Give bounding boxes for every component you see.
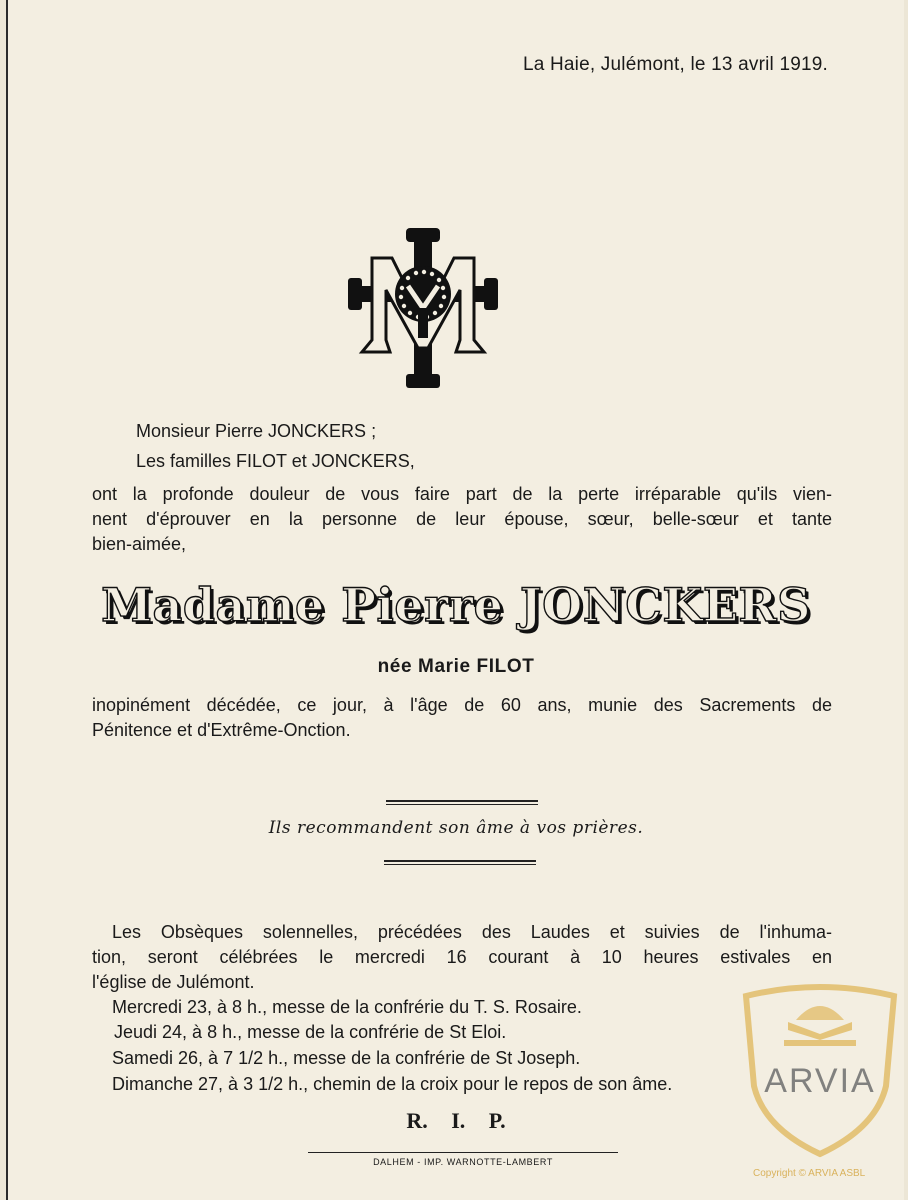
obituary-card [6,0,904,1200]
prayer-request: Ils recommandent son âme à vos prières. [268,818,644,838]
death-details-line-2: Pénitence et d'Extrême-Onction. [92,720,351,740]
widower-line: Monsieur Pierre JONCKERS ; [136,421,377,441]
announcement-line-2: nent d'éprouver en la personne de leur épouse, sœur, belle-sœur et tante [92,509,832,529]
cross-monogram-icon [348,228,498,390]
watermark-name: ARVIA [764,1062,876,1100]
funeral-line-3: l'église de Julémont. [92,972,255,992]
mass-line: Mercredi 23, à 8 h., messe de la confrérie du T. S. Rosaire. [112,997,582,1017]
maiden-name: née Marie FILOT [377,656,535,677]
death-details-line-1: inopinément décédée, ce jour, à l'âge de 60 ans, munie des Sacrements de [92,695,832,715]
deceased-name: Madame Pierre JONCKERS [101,578,811,632]
announcement-line-3: bien-aimée, [92,534,187,554]
divider-bottom [384,860,536,865]
funeral-line-1: Les Obsèques solennelles, précédées des Laudes et suivies de l'inhuma- [112,922,832,942]
mass-line: Dimanche 27, à 3 1/2 h., chemin de la croix pour le repos de son âme. [112,1074,673,1094]
mass-line: Samedi 26, à 7 1/2 h., messe de la confrérie de St Joseph. [112,1048,581,1068]
divider-top [386,800,538,805]
printer-imprint: DALHEM - IMP. WARNOTTE-LAMBERT [373,1157,553,1167]
funeral-line-2: tion, seront célébrées le mercredi 16 courant à 10 heures estivales en [92,947,832,967]
announcement-line-1: ont la profonde douleur de vous faire part de la perte irréparable qu'ils vien- [92,484,832,504]
mass-line: Jeudi 24, à 8 h., messe de la confrérie de St Eloi. [114,1022,507,1042]
date-line: La Haie, Julémont, le 13 avril 1919. [522,54,828,75]
watermark-copyright: Copyright © ARVIA ASBL [753,1168,866,1179]
printer-divider [308,1152,618,1153]
families-line: Les familles FILOT et JONCKERS, [136,451,415,471]
rip-line: R. I. P. [406,1108,506,1133]
